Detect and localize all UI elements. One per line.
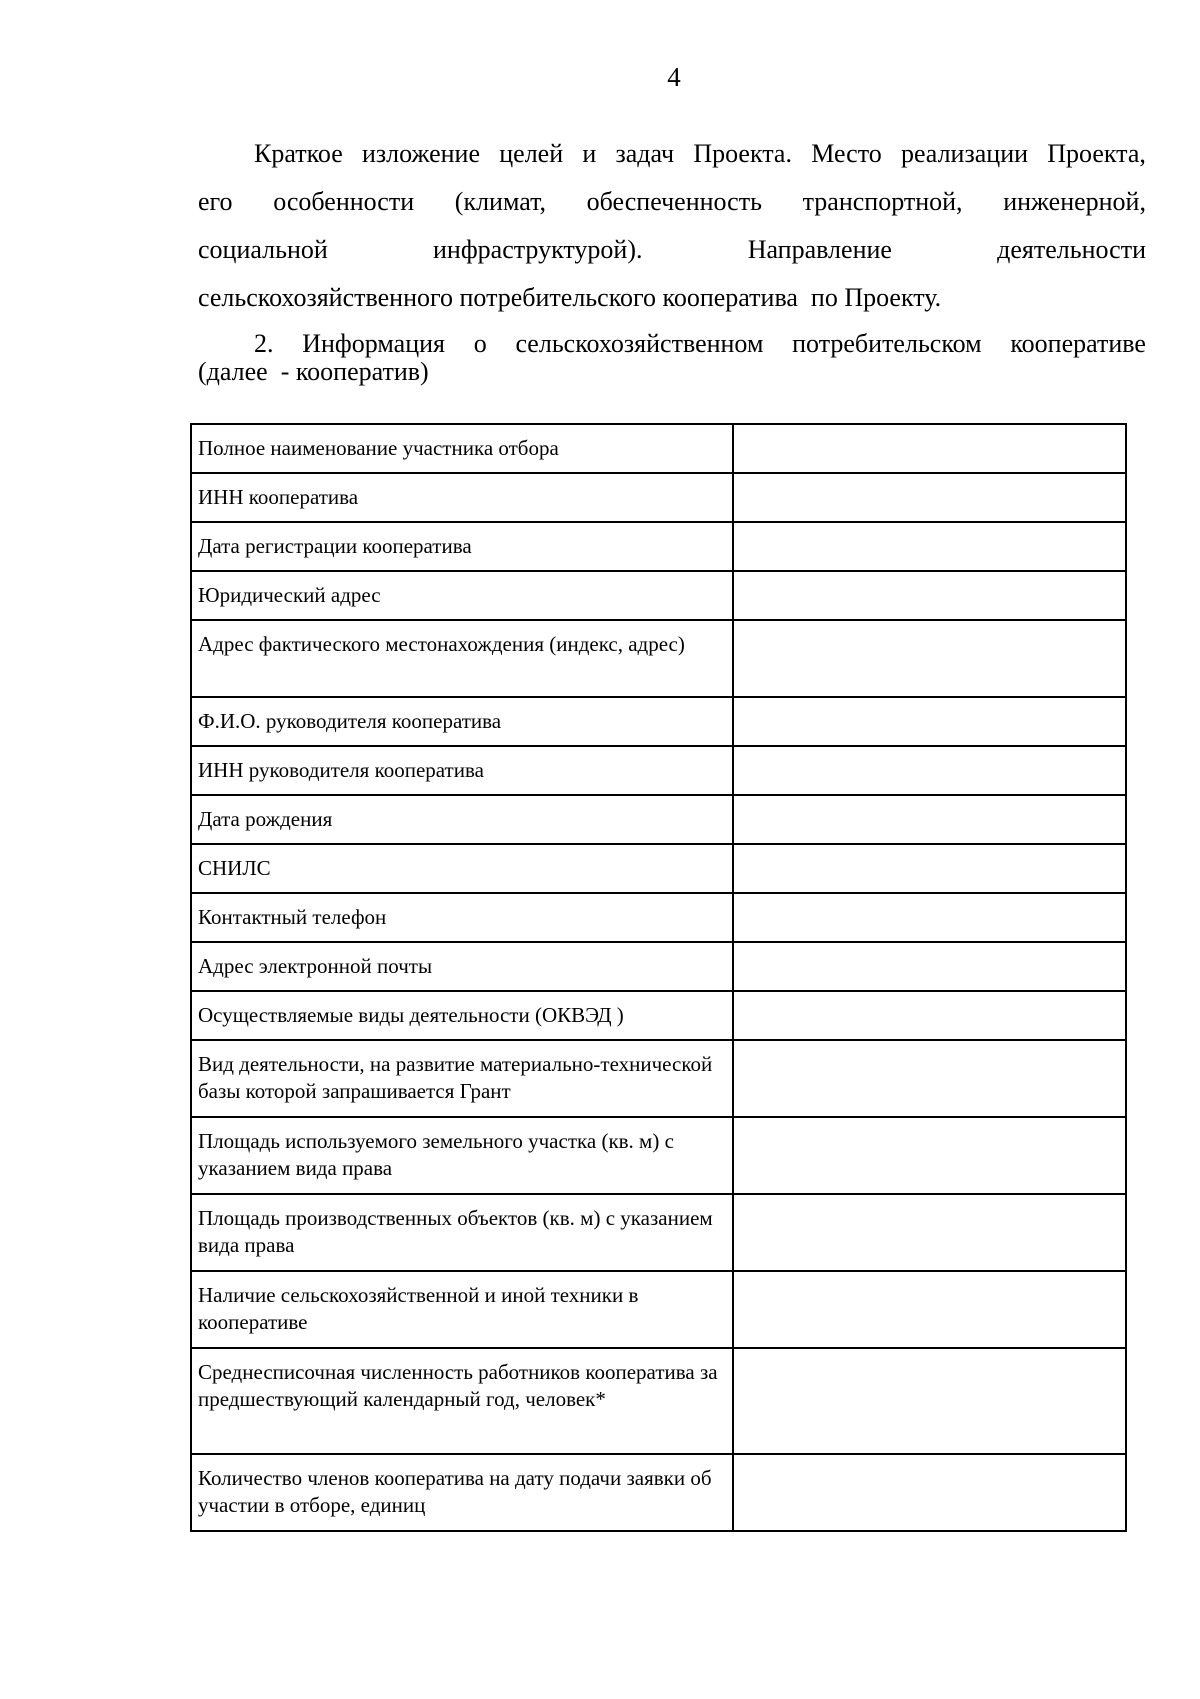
word: его — [198, 187, 233, 216]
value-cell[interactable] — [733, 620, 1126, 697]
heading-line — [198, 358, 1146, 386]
row-label: Адрес фактического местонахождения (индекс, адрес) — [191, 620, 733, 697]
word: Краткое — [254, 139, 343, 168]
row-label: ИНН кооператива — [191, 473, 733, 522]
row-label: ИНН руководителя кооператива — [191, 746, 733, 795]
word: инфраструктурой). — [433, 235, 643, 264]
value-cell[interactable] — [733, 1348, 1126, 1454]
value-cell[interactable] — [733, 991, 1126, 1040]
table-row — [191, 893, 1126, 942]
row-label: СНИЛС — [191, 844, 733, 893]
word: кооперативе — [1010, 329, 1146, 358]
line-text: сельскохозяйственного потребительского кооператива по Проекту. — [198, 283, 942, 312]
table-row — [191, 795, 1126, 844]
word: инженерной, — [1003, 187, 1146, 216]
table-row — [191, 620, 1126, 697]
table-row — [191, 844, 1126, 893]
row-label: Площадь производственных объектов (кв. м) с указанием вида права — [191, 1194, 733, 1271]
value-cell[interactable] — [733, 1271, 1126, 1348]
table-row — [191, 522, 1126, 571]
value-cell[interactable] — [733, 697, 1126, 746]
value-cell[interactable] — [733, 424, 1126, 473]
value-cell[interactable] — [733, 1194, 1126, 1271]
value-cell[interactable] — [733, 893, 1126, 942]
table-row — [191, 473, 1126, 522]
word: реализации — [900, 139, 1029, 168]
value-cell[interactable] — [733, 1454, 1126, 1531]
word: Информация — [302, 329, 445, 358]
table-row — [191, 942, 1126, 991]
word: Направление — [747, 235, 892, 264]
table-row — [191, 424, 1126, 473]
word: изложение — [361, 139, 481, 168]
project-summary-paragraph — [198, 130, 1146, 322]
intro-line — [198, 226, 1146, 274]
table-row — [191, 1271, 1126, 1348]
table-row — [191, 1454, 1126, 1531]
word: о — [473, 329, 487, 358]
value-cell[interactable] — [733, 522, 1126, 571]
value-cell[interactable] — [733, 844, 1126, 893]
word: 2. — [254, 329, 274, 358]
row-label: Ф.И.О. руководителя кооператива — [191, 697, 733, 746]
value-cell[interactable] — [733, 746, 1126, 795]
word: деятельности — [997, 235, 1146, 264]
value-cell[interactable] — [733, 942, 1126, 991]
heading-line — [198, 330, 1146, 358]
value-cell[interactable] — [733, 473, 1126, 522]
section-heading — [198, 330, 1146, 386]
row-label: Среднесписочная численность работников кооператива за предшествующий календарный год, человек* — [191, 1348, 733, 1454]
word: Проекта. — [693, 139, 792, 168]
row-label: Вид деятельности, на развитие материально-технической базы которой запрашивается Грант — [191, 1040, 733, 1117]
row-label: Осуществляемые виды деятельности (ОКВЭД ) — [191, 991, 733, 1040]
word: Проекта, — [1047, 139, 1146, 168]
word: Место — [811, 139, 882, 168]
row-label: Дата рождения — [191, 795, 733, 844]
value-cell[interactable] — [733, 571, 1126, 620]
row-label: Юридический адрес — [191, 571, 733, 620]
table-row — [191, 571, 1126, 620]
cooperative-info-table — [190, 423, 1127, 1532]
word: и — [582, 139, 597, 168]
word: транспортной, — [802, 187, 963, 216]
table-row — [191, 1040, 1126, 1117]
table-row — [191, 991, 1126, 1040]
page-number: 4 — [667, 62, 681, 92]
word: целей — [499, 139, 564, 168]
word: сельскохозяйственном — [515, 329, 764, 358]
row-label: Дата регистрации кооператива — [191, 522, 733, 571]
word: особенности — [273, 187, 415, 216]
table-row — [191, 1194, 1126, 1271]
row-label: Количество членов кооператива на дату подачи заявки об участии в отборе, единиц — [191, 1454, 733, 1531]
word: (климат, — [454, 187, 547, 216]
row-label: Полное наименование участника отбора — [191, 424, 733, 473]
value-cell[interactable] — [733, 1117, 1126, 1194]
intro-line — [198, 130, 1146, 178]
row-label: Наличие сельскохозяйственной и иной техники в кооперативе — [191, 1271, 733, 1348]
table-row — [191, 1348, 1126, 1454]
word: социальной — [198, 235, 328, 264]
row-label: Контактный телефон — [191, 893, 733, 942]
table-row — [191, 746, 1126, 795]
word: потребительском — [792, 329, 982, 358]
value-cell[interactable] — [733, 1040, 1126, 1117]
intro-line — [198, 274, 1146, 322]
value-cell[interactable] — [733, 795, 1126, 844]
table-row — [191, 1117, 1126, 1194]
intro-line — [198, 178, 1146, 226]
row-label: Площадь используемого земельного участка (кв. м) с указанием вида права — [191, 1117, 733, 1194]
word: задач — [615, 139, 675, 168]
row-label: Адрес электронной почты — [191, 942, 733, 991]
table-row — [191, 697, 1126, 746]
line-text: (далее - кооператив) — [198, 357, 429, 386]
word: обеспеченность — [586, 187, 762, 216]
